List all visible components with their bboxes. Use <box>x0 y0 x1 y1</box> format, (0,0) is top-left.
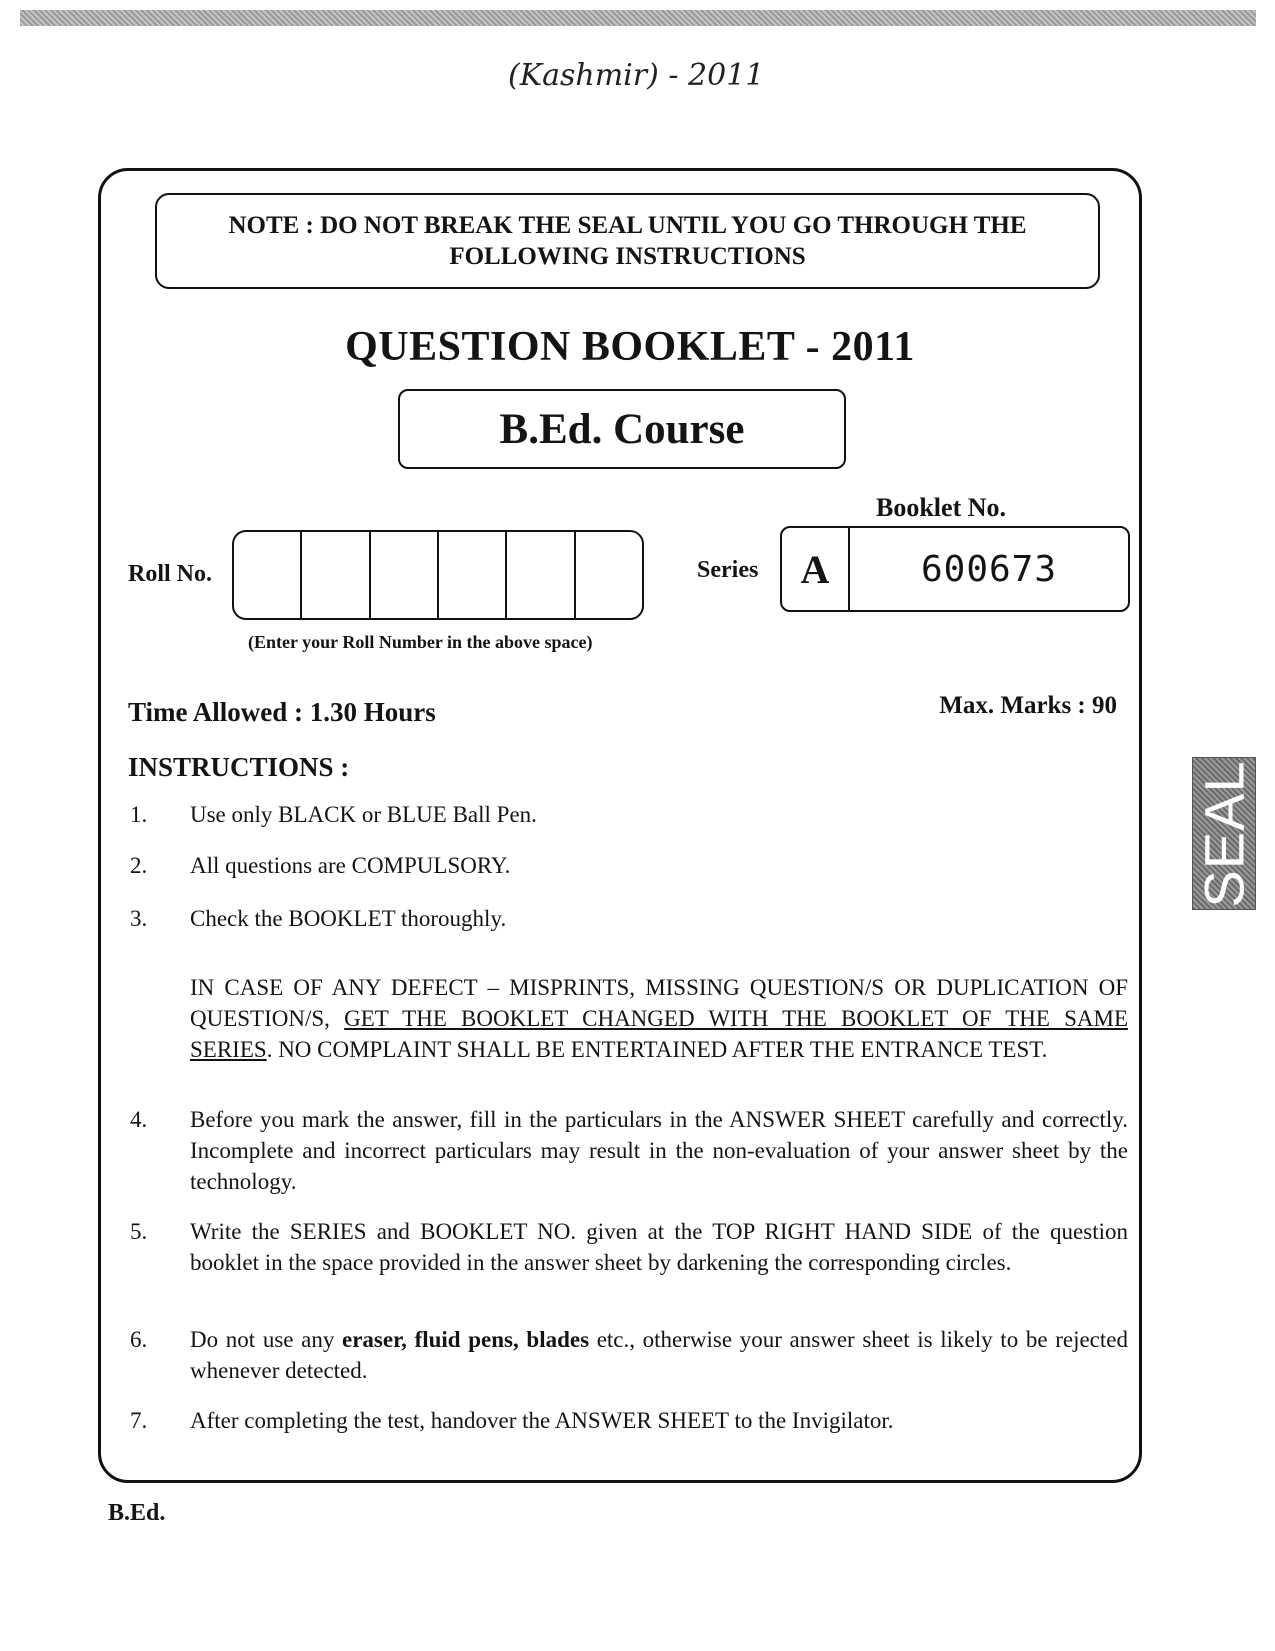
page-footer: B.Ed. <box>108 1500 166 1526</box>
instruction-number: 2. <box>130 853 148 878</box>
instruction-text: Before you mark the answer, fill in the particulars in the ANSWER SHEET carefully and correctly. Incomplete and incorrect particulars may result in the non-evaluation of your answer sheet by the technology. <box>190 1107 1128 1194</box>
instruction-number: 3. <box>130 906 148 931</box>
defect-notice-underlined: GET THE BOOKLET CHANGED WITH THE BOOKLET OF THE SAME SERIES <box>190 1006 1129 1062</box>
roll-no-label: Roll No. <box>128 561 212 587</box>
defect-notice <box>190 972 1128 1065</box>
handwritten-note-text: (Kashmir) - 2011 <box>508 58 765 93</box>
instruction-text-end: etc., otherwise your answer sheet is likely to be rejected whenever detected. <box>190 1327 1128 1383</box>
defect-notice-text-end: . NO COMPLAINT SHALL BE ENTERTAINED AFTER THE ENTRANCE TEST. <box>266 1037 1048 1062</box>
instruction-text: After completing the test, handover the ANSWER SHEET to the Invigilator. <box>190 1408 894 1433</box>
roll-no-hint: (Enter your Roll Number in the above space) <box>248 632 593 652</box>
instruction-text: All questions are COMPULSORY. <box>190 853 511 878</box>
roll-digit-cell[interactable] <box>302 532 370 618</box>
instruction-number: 7. <box>130 1408 148 1433</box>
booklet-no-label: Booklet No. <box>876 493 1006 522</box>
seal-note-box <box>155 193 1100 289</box>
seal-note-line-2: FOLLOWING INSTRUCTIONS <box>449 243 806 270</box>
series-label: Series <box>697 557 759 583</box>
instruction-number: 5. <box>130 1219 148 1244</box>
instruction-text: Check the BOOKLET thoroughly. <box>190 906 507 931</box>
roll-digit-cell[interactable] <box>439 532 507 618</box>
instruction-number: 1. <box>130 802 148 827</box>
course-box <box>398 389 846 469</box>
course-name: B.Ed. Course <box>499 405 745 453</box>
seal-note-line-1: NOTE : DO NOT BREAK THE SEAL UNTIL YOU GO THROUGH THE <box>228 212 1027 239</box>
series-letter: A <box>782 528 850 610</box>
seal-label: SEAL <box>1192 759 1256 908</box>
defect-notice-text: IN CASE OF ANY DEFECT – MISPRINTS, MISSING QUESTION/S OR DUPLICATION OF QUESTION/S, <box>190 975 1128 1031</box>
page-title: QUESTION BOOKLET - 2011 <box>345 324 915 370</box>
instruction-text <box>190 1324 1128 1386</box>
instruction-text-bold: eraser, fluid pens, blades <box>342 1327 590 1352</box>
instruction-text: Use only BLACK or BLUE Ball Pen. <box>190 802 537 827</box>
roll-digit-cell[interactable] <box>371 532 439 618</box>
instruction-number: 6. <box>130 1327 148 1352</box>
instruction-number: 4. <box>130 1107 148 1132</box>
series-booklet-box <box>780 526 1130 612</box>
time-allowed: Time Allowed : 1.30 Hours <box>128 697 436 727</box>
roll-digit-cell[interactable] <box>234 532 302 618</box>
booklet-number: 600673 <box>920 548 1058 590</box>
handwritten-note <box>450 44 810 114</box>
roll-number-field[interactable] <box>232 530 644 620</box>
roll-digit-cell[interactable] <box>576 532 642 618</box>
instruction-text-start: Do not use any <box>190 1327 342 1352</box>
roll-digit-cell[interactable] <box>507 532 575 618</box>
instructions-heading: INSTRUCTIONS : <box>128 752 350 782</box>
max-marks: Max. Marks : 90 <box>939 692 1117 719</box>
scan-top-border <box>20 10 1256 26</box>
instruction-text: Write the SERIES and BOOKLET NO. given at the TOP RIGHT HAND SIDE of the question booklet in the space provided in the answer sheet by darkening the corresponding circles. <box>190 1219 1128 1275</box>
seal-tab <box>1192 757 1256 910</box>
